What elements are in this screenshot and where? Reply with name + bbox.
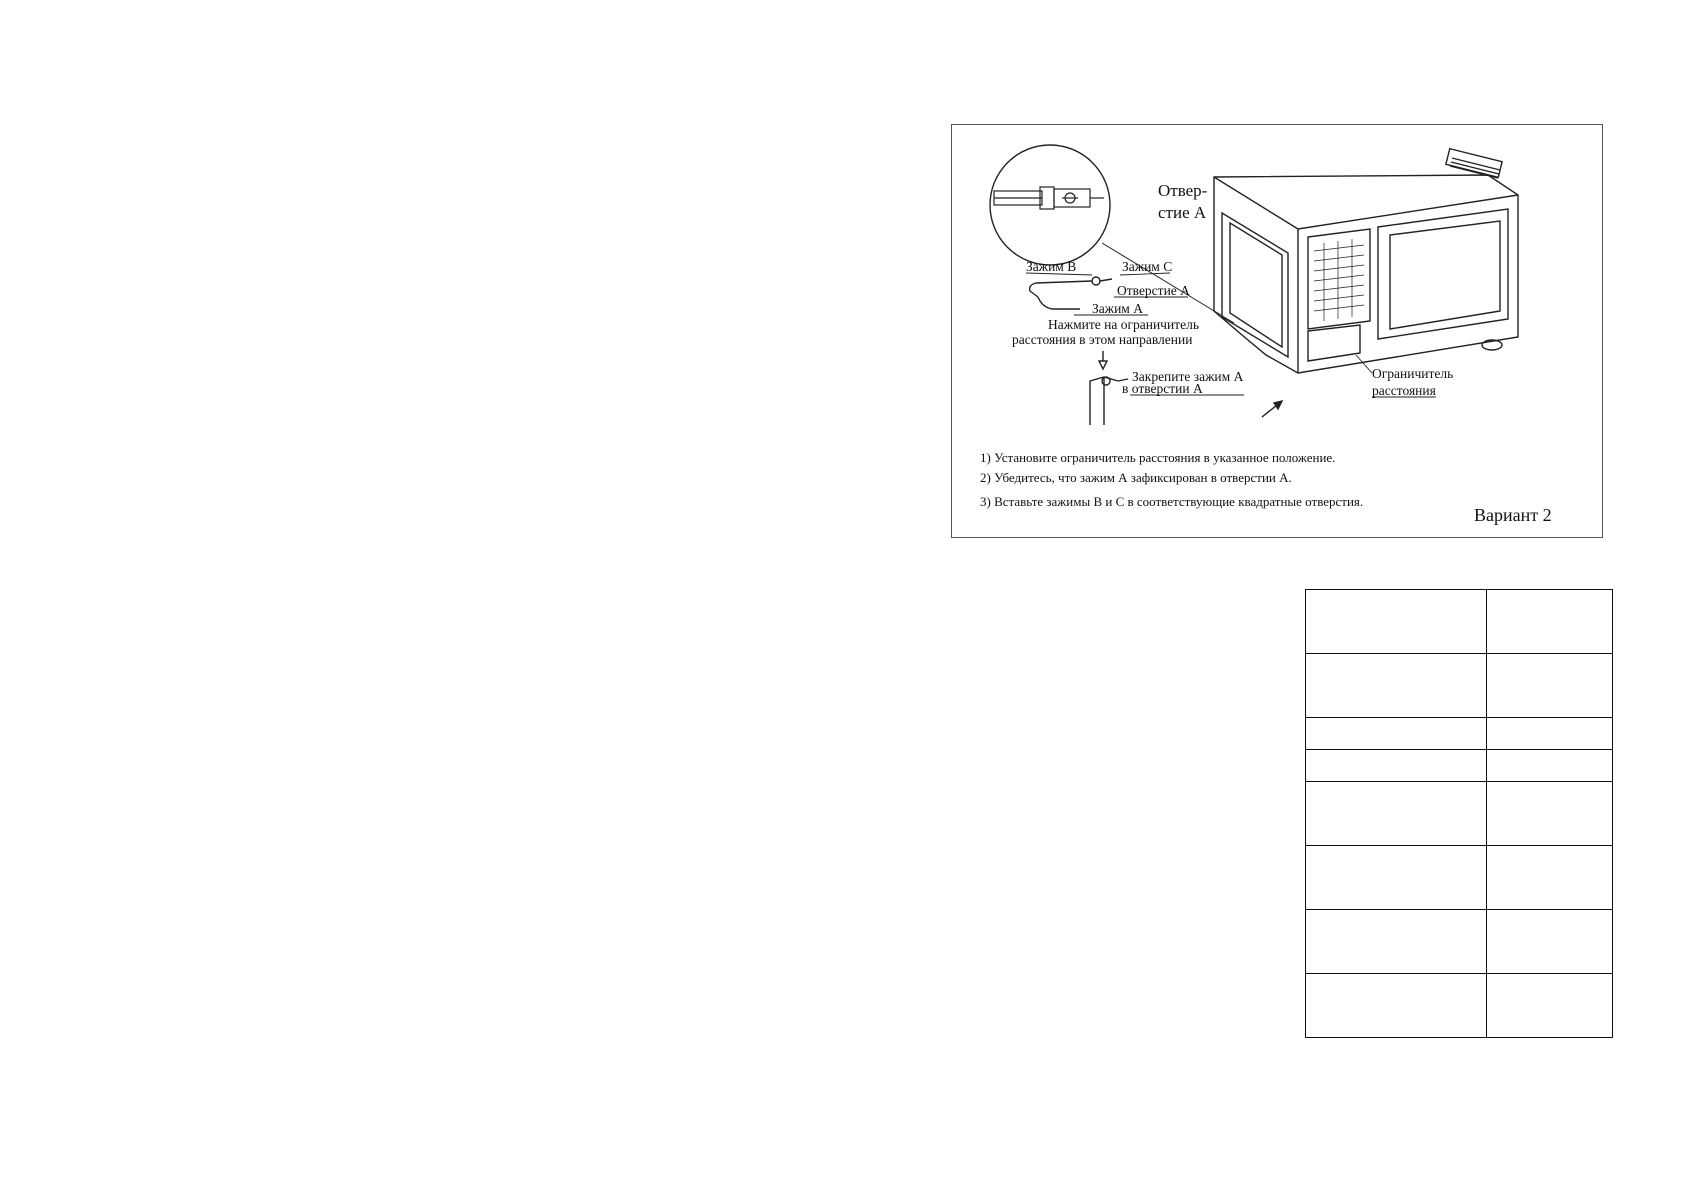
limiter-label-line2: расстояния <box>1372 383 1436 398</box>
press-instruction-line1: Нажмите на ограничитель <box>1048 317 1199 332</box>
arrow-pointer <box>1262 401 1282 417</box>
table-cell <box>1306 910 1487 974</box>
table-row <box>1306 590 1613 654</box>
table-row <box>1306 718 1613 750</box>
table-cell <box>1487 590 1613 654</box>
variant-label: Вариант 2 <box>1474 505 1552 525</box>
table-cell <box>1487 718 1613 750</box>
step-3-text: 3) Вставьте зажимы В и С в соответствующие квадратные отверстия. <box>980 494 1364 509</box>
callout-label-line1: Отвер- <box>1158 181 1208 200</box>
table-row <box>1306 654 1613 718</box>
fix-instruction-line1: Закрепите зажим А <box>1132 369 1244 384</box>
table-cell <box>1306 654 1487 718</box>
table-cell <box>1306 718 1487 750</box>
rear-grille <box>1314 239 1364 321</box>
blank-table <box>1305 589 1613 1038</box>
clip-a-label: Зажим А <box>1092 301 1143 316</box>
step-1-text: 1) Установите ограничитель расстояния в указанное положение. <box>980 450 1336 465</box>
clip-detail-drawing <box>994 187 1104 209</box>
table-row <box>1306 974 1613 1038</box>
table-cell <box>1487 974 1613 1038</box>
table-cell <box>1306 750 1487 782</box>
table-cell <box>1306 782 1487 846</box>
table-row <box>1306 782 1613 846</box>
table-cell <box>1487 654 1613 718</box>
fix-instruction-line2: в отверстии А <box>1122 381 1203 396</box>
press-instruction-line2: расстояния в этом направлении <box>1012 332 1193 347</box>
installation-figure <box>951 124 1603 538</box>
table-cell <box>1306 974 1487 1038</box>
table-cell <box>1306 590 1487 654</box>
table-cell <box>1487 750 1613 782</box>
step-2-text: 2) Убедитесь, что зажим А зафиксирован в отверстии А. <box>980 470 1292 485</box>
hole-a-label: Отверстие А <box>1117 283 1190 298</box>
clip-c-label: Зажим С <box>1122 259 1173 274</box>
microwave-installation-diagram <box>952 125 1602 537</box>
table-cell <box>1487 910 1613 974</box>
table-row <box>1306 910 1613 974</box>
table-cell <box>1306 846 1487 910</box>
microwave-oven-drawing <box>1214 149 1518 373</box>
limiter-step-drawing <box>1030 277 1128 425</box>
table-cell <box>1487 782 1613 846</box>
limiter-label-line1: Ограничитель <box>1372 366 1454 381</box>
table-row <box>1306 750 1613 782</box>
callout-label-line2: стие А <box>1158 203 1207 222</box>
clip-b-label: Зажим В <box>1026 259 1077 274</box>
table-row <box>1306 846 1613 910</box>
table-cell <box>1487 846 1613 910</box>
